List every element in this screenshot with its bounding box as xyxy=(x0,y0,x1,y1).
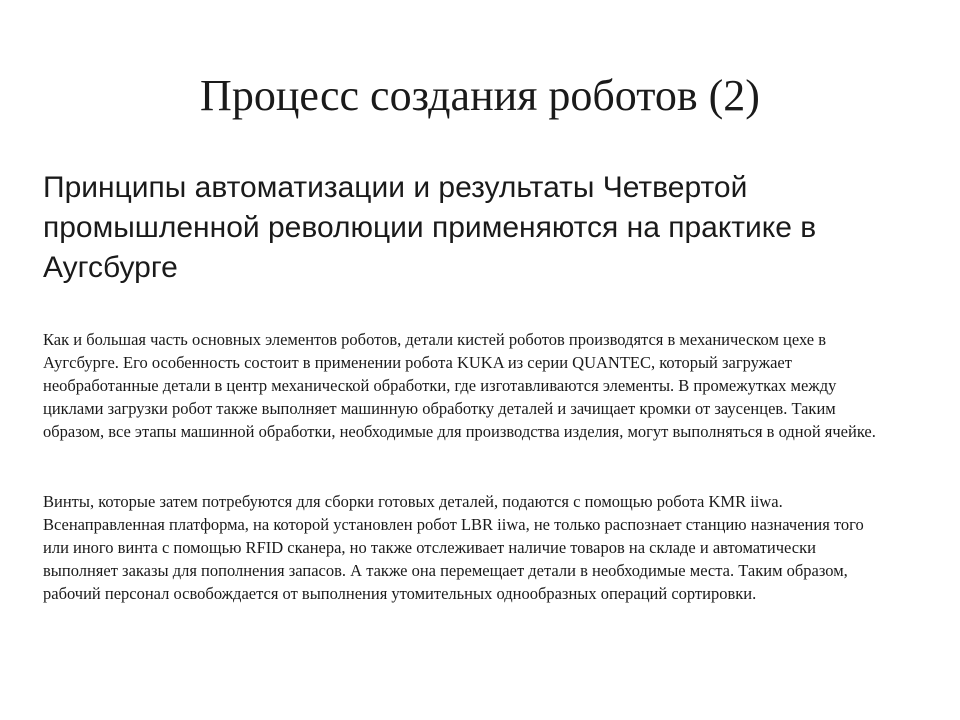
slide-subtitle: Принципы автоматизации и результаты Четвертой промышленной революции применяются на практике в Аугсбурге xyxy=(43,171,817,284)
slide-title: Процесс создания роботов (2) xyxy=(200,71,760,120)
body-paragraph-2: Винты, которые затем потребуются для сборки готовых деталей, подаются с помощью робота KMR iiwa. Всенаправленная платформа, на которой установлен робот LBR iiwa, не только распознает станцию назначения того или иного винта с помощью RFID сканера, но также отслеживает наличие товаров на складе и автоматически выполняет заказы для пополнения запасов. А также она перемещает детали в необходимые места. Таким образом, рабочий персонал освобождается от выполнения утомительных однообразных операций сортировки. xyxy=(43,492,864,603)
body-paragraph-1: Как и большая часть основных элементов роботов, детали кистей роботов производятся в механическом цехе в Аугсбурге. Его особенность состоит в применении робота KUKA из серии QUANTEC, который загружает необработанные детали в центр механической обработки, где изготавливаются элементы. В промежутках между циклами загрузки робот также выполняет машинную обработку деталей и зачищает кромки от заусенцев. Таким образом, все этапы машинной обработки, необходимые для производства изделия, могут выполняться в одной ячейке. xyxy=(43,330,876,441)
